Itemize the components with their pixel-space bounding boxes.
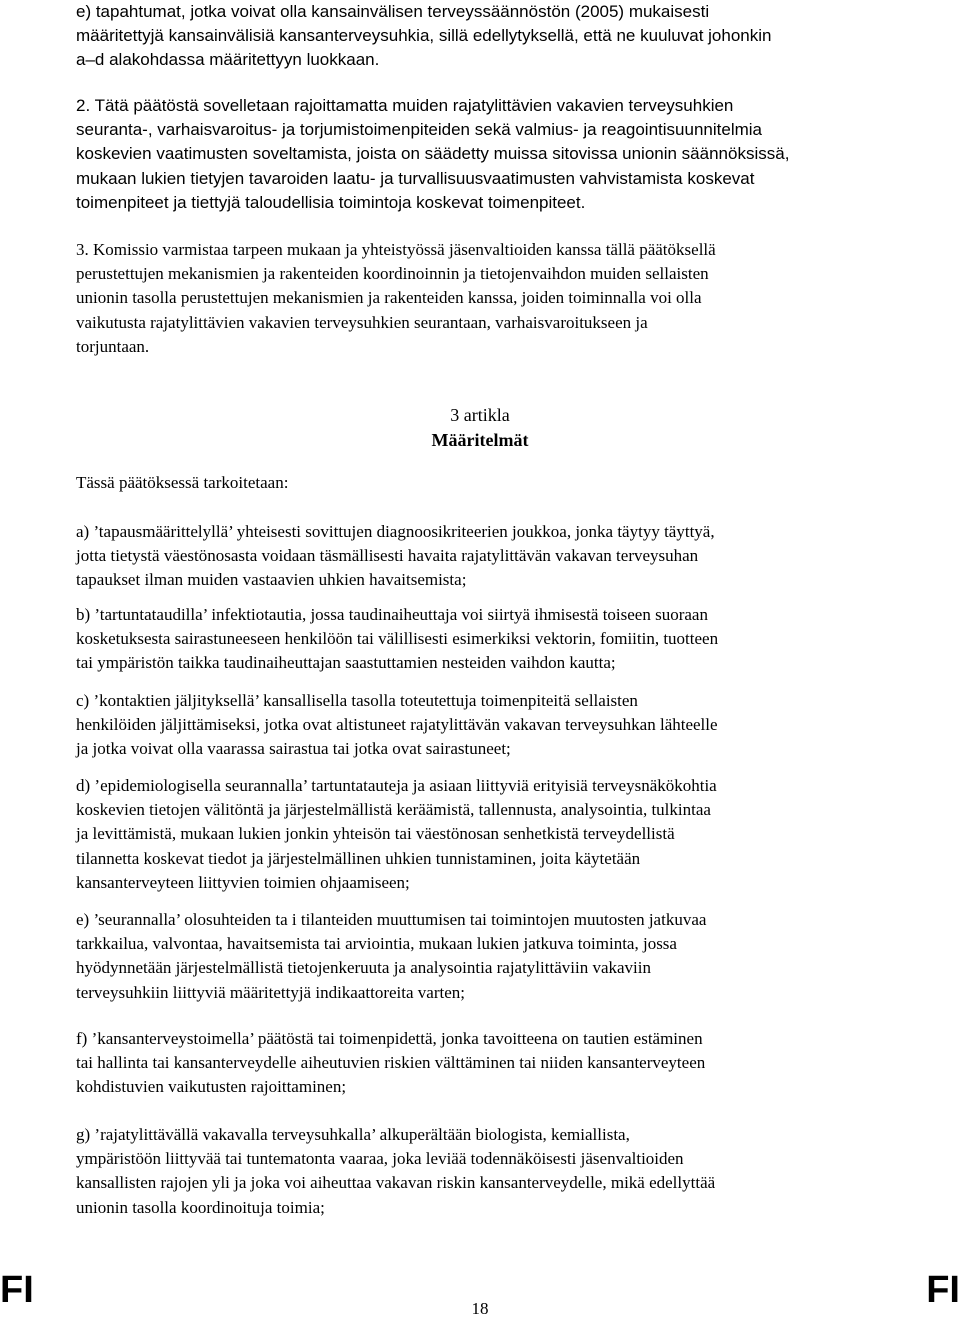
text-line: henkilöiden jäljittämiseksi, jotka ovat altistuneet rajatylittävän vakavan terveysuhkan lähteelle (76, 715, 718, 735)
text-line: kansallisten rajojen yli ja joka voi aiheuttaa vakavan riskin kansanterveydelle, mikä edellyttää (76, 1173, 716, 1193)
paragraph-e-health-regulations (76, 0, 886, 73)
text-line: 2. Tätä päätöstä sovelletaan rajoittamatta muiden rajatylittävien vakavien terveysuhkien (76, 96, 734, 115)
text-line: määritettyjä kansainvälisiä kansanterveysuhkia, sillä edellytyksellä, että ne kuuluvat johonkin (76, 26, 772, 46)
text-line: tai ympäristön taikka taudinaiheuttajan saastuttamien nesteiden vaihdon kautta; (76, 653, 616, 673)
text-line: kansanterveyteen liittyvien toimien ohjaamiseen; (76, 872, 410, 892)
text-line: terveysuhkiin liittyviä määritettyjä indikaattoreita varten; (76, 982, 465, 1002)
text-line: ja jotka voivat olla vaarassa sairastua tai jotka ovat sairastuneet; (76, 739, 511, 759)
paragraph-2 (76, 94, 886, 215)
text-line: hyödynnetään järjestelmällistä tietojenkeruuta ja analysointia rajatylittäviin vakaviin (76, 958, 651, 978)
text-line: koskevien vaatimusten soveltamista, joista on säädetty muissa sitovissa unionin säännöksissä, (76, 144, 790, 164)
text-line: a) ’tapausmäärittelyllä’ yhteisesti sovittujen diagnoosikriteerien joukkoa, jonka täytyy täyttyä, (76, 522, 715, 541)
text-line: seuranta-, varhaisvaroitus- ja torjumistoimenpiteiden sekä valmius- ja reagointisuunnitelmia (76, 120, 762, 140)
text-line: e) tapahtumat, jotka voivat olla kansainvälisen terveyssäännöstön (2005) mukaisesti (76, 2, 710, 21)
text-line: vaikutusta rajatylittävien vakavien terveysuhkien seurantaan, varhaisvaroitukseen ja (76, 312, 648, 332)
definition-g (76, 1123, 886, 1220)
article-number: 3 artikla (450, 405, 510, 425)
footer-language-code-left: FI (0, 1269, 34, 1311)
text-line: g) ’rajatylittävällä vakavalla terveysuhkalla’ alkuperältään biologista, kemiallista, (76, 1125, 630, 1144)
definition-c (76, 689, 886, 762)
text-line: 3. Komissio varmistaa tarpeen mukaan ja yhteistyössä jäsenvaltioiden kanssa tällä päätöksellä (76, 240, 716, 259)
text-line: ja levittämistä, mukaan lukien jonkin yhteisön tai väestönosan senhetkistä terveydellistä (76, 824, 675, 844)
text-line: c) ’kontaktien jäljityksellä’ kansallisella tasolla toteutettuja toimenpiteitä sellaisten (76, 691, 638, 710)
definitions-intro (76, 471, 886, 495)
definition-d (76, 774, 886, 895)
text-line: toimenpiteet ja tiettyjä taloudellisia toimintoja koskevat toimenpiteet. (76, 192, 586, 212)
article-title: Määritelmät (431, 430, 529, 450)
text-line: d) ’epidemiologisella seurannalla’ tartuntatauteja ja asiaan liittyviä erityisiä terveysnäkökohtia (76, 776, 717, 795)
definition-a (76, 520, 886, 593)
text-line: unionin tasolla perustettujen mekanismien ja rakenteiden kanssa, joiden toiminnalla voi olla (76, 288, 702, 308)
definition-f (76, 1027, 886, 1100)
text-line: jotta tietystä väestönosasta voidaan täsmällisesti havaita rajatylittävän vakavan terveysuhan (76, 546, 699, 566)
footer-language-code-right: FI (926, 1269, 960, 1311)
text-line: f) ’kansanterveystoimella’ päätöstä tai toimenpidettä, jonka tavoitteena on tautien estäminen (76, 1029, 703, 1048)
text-line: unionin tasolla koordinoituja toimia; (76, 1197, 325, 1217)
text-line: torjuntaan. (76, 336, 150, 356)
text-line: tilannetta koskevat tiedot ja järjestelmällinen uhkien tunnistaminen, joita käytetään (76, 848, 641, 868)
paragraph-3 (76, 238, 886, 359)
text-line: Tässä päätöksessä tarkoitetaan: (76, 473, 289, 492)
text-line: tarkkailua, valvontaa, havaitsemista tai arviointia, mukaan lukien jatkuva toiminta, jossa (76, 934, 677, 954)
text-line: tapaukset ilman muiden vastaavien uhkien havaitsemista; (76, 570, 467, 590)
definition-b (76, 603, 886, 676)
text-line: a–d alakohdassa määritettyyn luokkaan. (76, 50, 380, 70)
text-line: mukaan lukien tietyjen tavaroiden laatu- ja turvallisuusvaatimusten vahvistamista koskevat (76, 168, 755, 188)
text-line: koskevien tietojen välitöntä ja järjestelmällistä keräämistä, tallennusta, analysointia, tulkintaa (76, 800, 711, 820)
definition-e (76, 908, 886, 1005)
page-number: 18 (471, 1299, 489, 1318)
text-line: perustettujen mekanismien ja rakenteiden koordinoinnin ja tietojenvaihdon muiden sellaisten (76, 264, 709, 284)
text-line: e) ’seurannalla’ olosuhteiden ta i tilanteiden muuttumisen tai toimintojen muutosten jatkuvaa (76, 910, 707, 929)
text-line: ympäristöön liittyvää tai tuntematonta vaaraa, joka leviää todennäköisesti jäsenvaltioiden (76, 1149, 684, 1169)
text-line: b) ’tartuntataudilla’ infektiotautia, jossa taudinaiheuttaja voi siirtyä ihmisestä toiseen suoraan (76, 605, 708, 624)
text-line: tai hallinta tai kansanterveydelle aiheutuvien riskien välttäminen tai niiden kansanterveyteen (76, 1053, 706, 1073)
text-line: kosketuksesta sairastuneeseen henkilöön tai välillisesti esimerkiksi vektorin, fomiitin, tuotteen (76, 629, 719, 649)
text-line: kohdistuvien vaikutusten rajoittaminen; (76, 1077, 347, 1097)
